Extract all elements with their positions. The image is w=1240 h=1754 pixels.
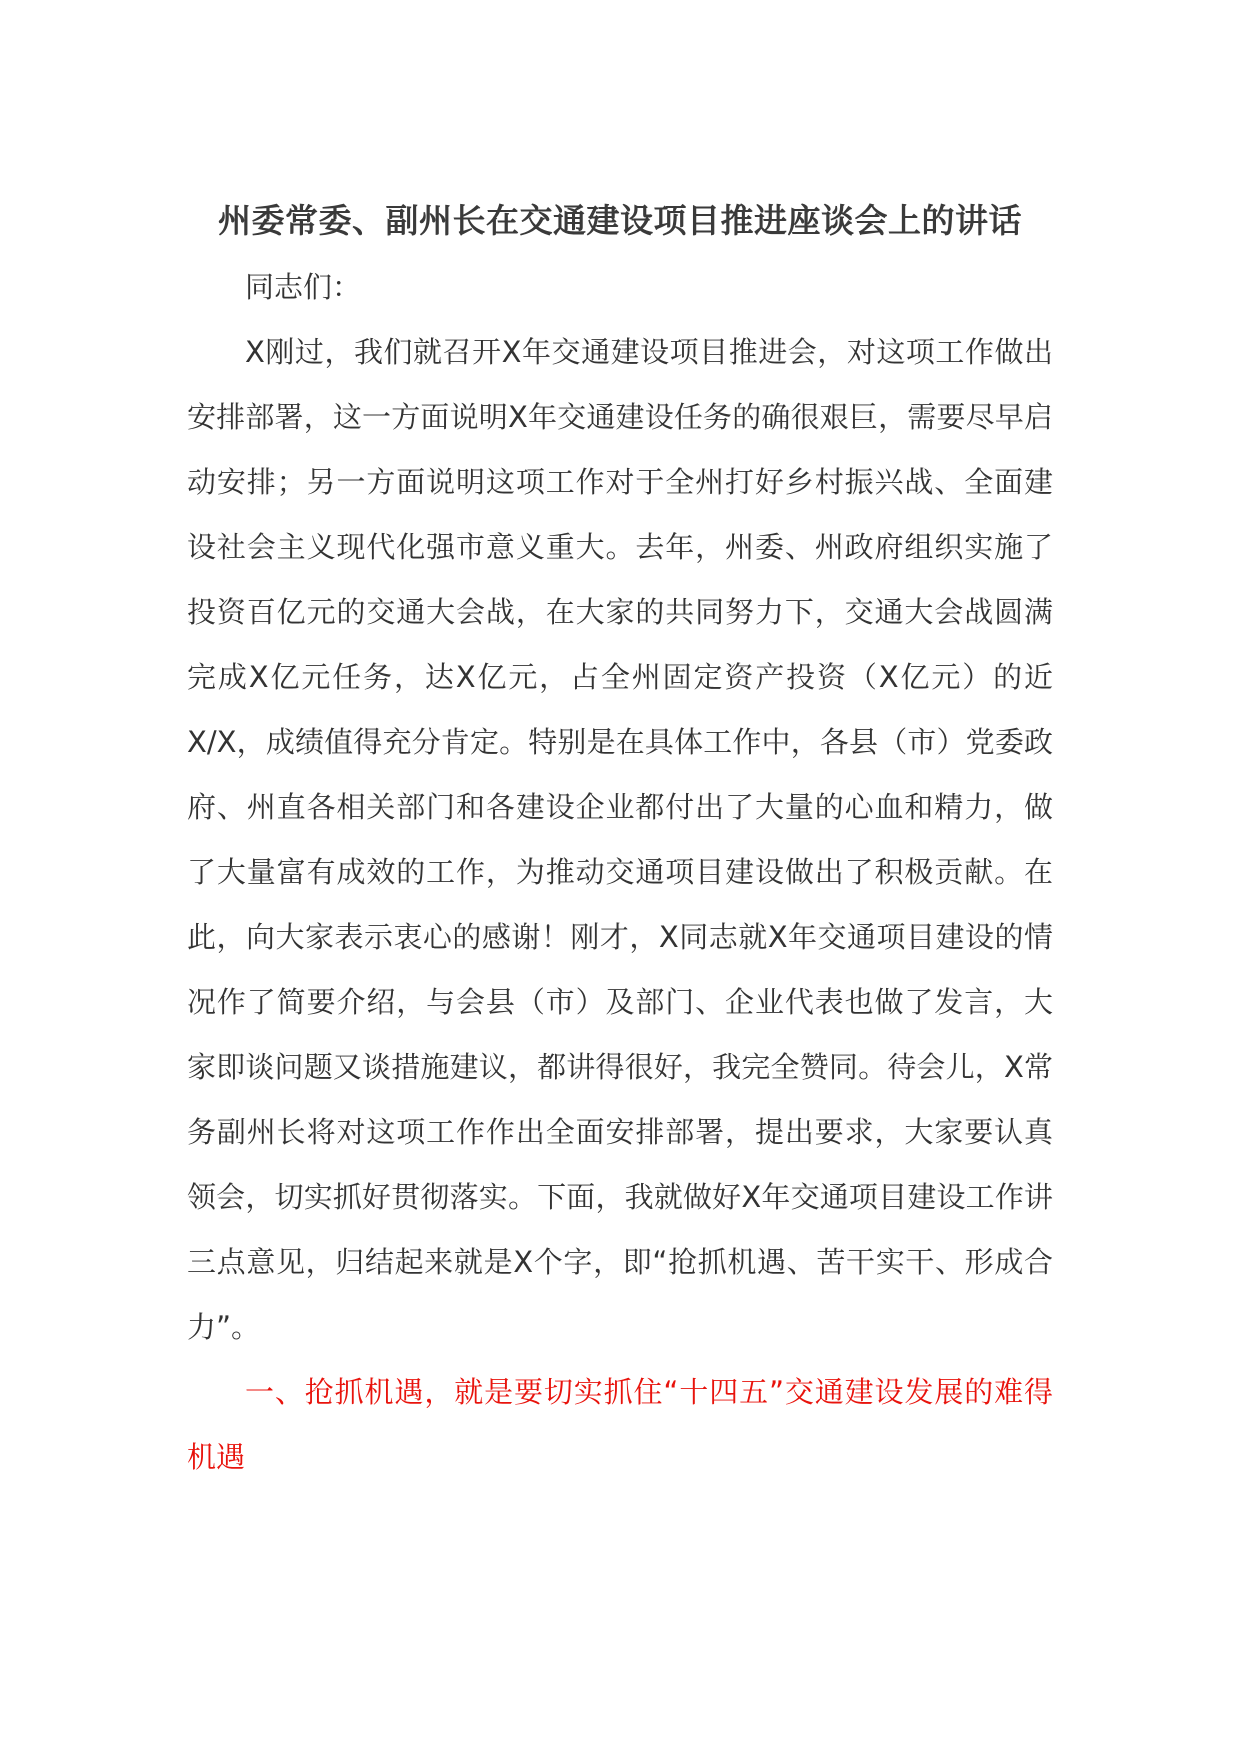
salutation: 同志们： [245, 270, 362, 304]
document-body [187, 255, 1053, 1490]
document-title: 州委常委、副州长在交通建设项目推进座谈会上的讲话 [218, 201, 1022, 240]
body-paragraph: X刚过，我们就召开X年交通建设项目推进会，对这项工作做出安排部署，这一方面说明X年交通建设任务的确很艰巨，需要尽早启动安排；另一方面说明这项工作对于全州打好乡村振兴战、全面建设社会主义现代化强市意义重大。去年，州委、州政府组织实施了投资百亿元的交通大会战，在大家的共同努力下，交通大会战圆满完成X亿元任务，达X亿元，占全州固定资产投资（X亿元）的近X/X，成绩值得充分肯定。特别是在具体工作中，各县（市）党委政府、州直各相关部门和各建设企业都付出了大量的心血和精力，做了大量富有成效的工作，为推动交通项目建设做出了积极贡献。在此，向大家表示衷心的感谢！刚才，X同志就X年交通项目建设的情况作了简要介绍，与会县（市）及部门、企业代表也做了发言，大家即谈问题又谈措施建议，都讲得很好，我完全赞同。待会儿，X常务副州长将对这项工作作出全面安排部署，提出要求，大家要认真领会，切实抓好贯彻落实。下面，我就做好X年交通项目建设工作讲三点意见，归结起来就是X个字，即“抢抓机遇、苦干实干、形成合力”。 [187, 335, 1053, 1344]
section-heading: 一、抢抓机遇，就是要切实抓住“十四五”交通建设发展的难得机遇 [187, 1375, 1053, 1474]
